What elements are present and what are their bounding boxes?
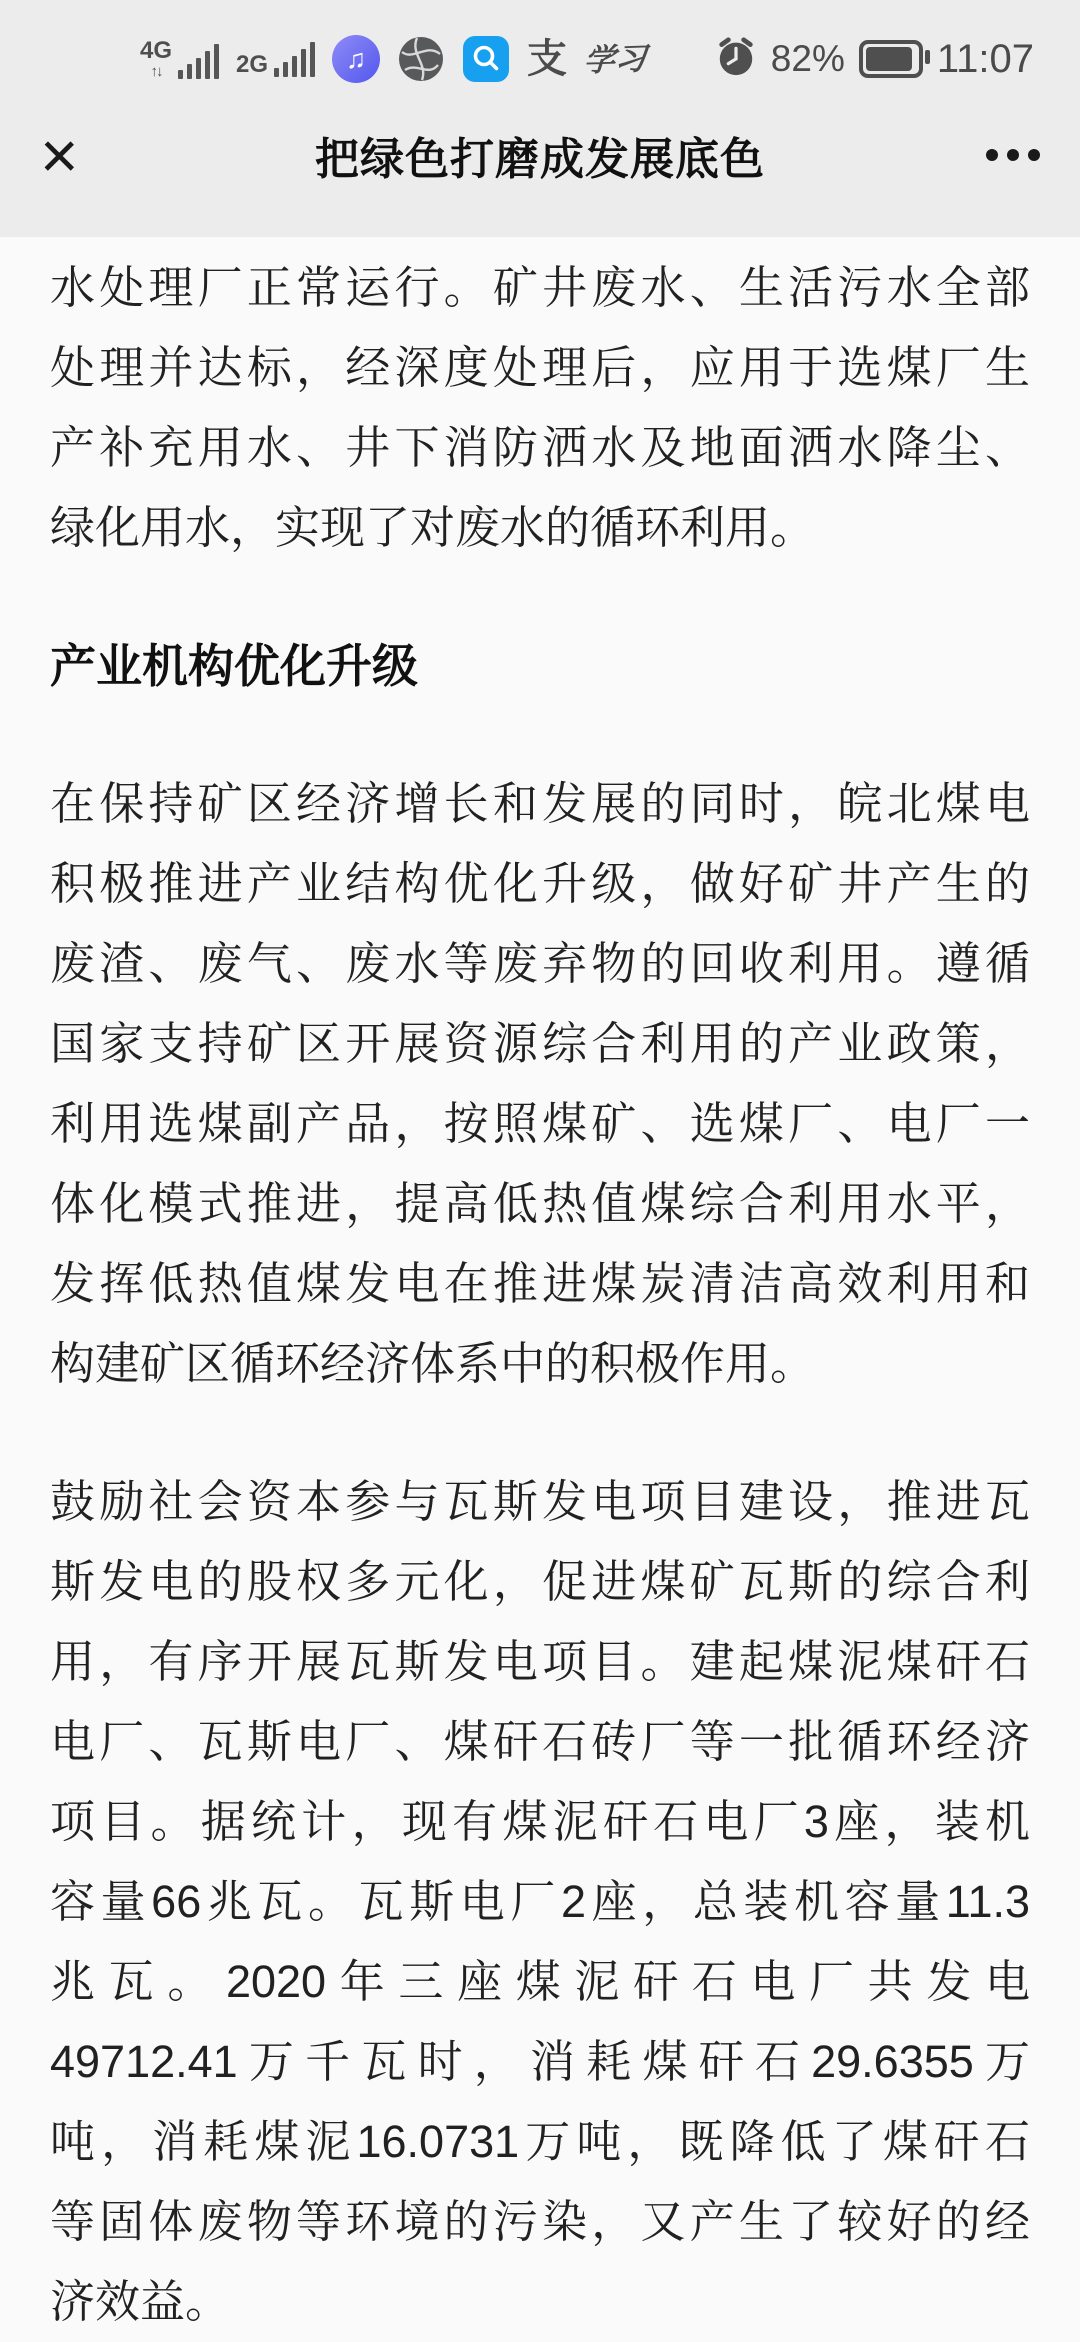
article-line: 水处理厂正常运行。矿井废水、生活污水全部 — [50, 262, 1030, 313]
status-bar-right — [715, 36, 1034, 83]
article-line: 项目。据统计，现有煤泥矸石电厂3座，装机 — [50, 1796, 1030, 1847]
close-button[interactable]: × — [40, 118, 79, 192]
page-title: 把绿色打磨成发展底色 — [315, 135, 765, 184]
article-line: 49712.41万千瓦时，消耗煤矸石29.6355万 — [50, 2036, 1030, 2087]
search-app-icon — [462, 35, 510, 83]
globe-app-icon — [397, 35, 445, 83]
article-line: 等固体废物等环境的污染，又产生了较好的经 — [50, 2196, 1030, 2247]
paragraph-1 — [50, 248, 1030, 568]
article-line: 构建矿区循环经济体系中的积极作用。 — [50, 1338, 816, 1389]
article-line: 废渣、废气、废水等废弃物的回收利用。遵循 — [50, 938, 1030, 989]
article-line: 鼓励社会资本参与瓦斯发电项目建设，推进瓦 — [50, 1476, 1030, 1527]
article-line: 济效益。 — [50, 2276, 231, 2327]
xuexi-app-icon: 学习 — [582, 40, 648, 78]
nav-bar — [0, 92, 1080, 218]
music-app-icon: ♫ — [332, 35, 380, 83]
battery-icon — [859, 40, 923, 78]
header-chrome — [0, 0, 1080, 237]
signal-sim1 — [140, 39, 219, 79]
article-line: 在保持矿区经济增长和发展的同时，皖北煤电 — [50, 778, 1030, 829]
data-arrows-icon: ↑↓ — [150, 63, 162, 80]
article-line: 吨，消耗煤泥16.0731万吨，既降低了煤矸石 — [50, 2116, 1030, 2167]
article-line: 兆瓦。2020年三座煤泥矸石电厂共发电 — [50, 1956, 1030, 2007]
paragraph-3 — [50, 1462, 1030, 2342]
sim2-network-label: 2G — [236, 51, 269, 78]
article-line: 用，有序开展瓦斯发电项目。建起煤泥煤矸石 — [50, 1636, 1030, 1687]
sim1-network-label: 4G — [140, 37, 173, 64]
article-line: 处理并达标，经深度处理后，应用于选煤厂生 — [50, 342, 1030, 393]
article-line: 斯发电的股权多元化，促进煤矿瓦斯的综合利 — [50, 1556, 1030, 1607]
alipay-icon: 支 — [527, 37, 568, 81]
article-line: 产补充用水、井下消防洒水及地面洒水降尘、 — [50, 422, 1030, 473]
article-line: 积极推进产业结构优化升级，做好矿井产生的 — [50, 858, 1030, 909]
signal-sim2 — [236, 41, 315, 77]
status-time: 11:07 — [936, 36, 1034, 81]
article-line: 绿化用水，实现了对废水的循环利用。 — [50, 502, 816, 553]
alarm-clock-icon — [715, 36, 757, 83]
signal-bars-icon — [274, 41, 315, 77]
article-scroll-area[interactable] — [0, 237, 1080, 2342]
status-bar-left — [140, 35, 646, 83]
section-heading: 产业机构优化升级 — [50, 640, 418, 692]
status-bar — [0, 0, 1080, 92]
battery-percent: 82% — [770, 38, 845, 79]
article-line: 利用选煤副产品，按照煤矿、选煤厂、电厂一 — [50, 1098, 1030, 1149]
article-line: 电厂、瓦斯电厂、煤矸石砖厂等一批循环经济 — [50, 1716, 1030, 1767]
article-line: 国家支持矿区开展资源综合利用的产业政策， — [50, 1018, 1030, 1069]
more-menu-button[interactable] — [970, 149, 1040, 161]
article-line: 发挥低热值煤发电在推进煤炭清洁高效利用和 — [50, 1258, 1030, 1309]
article-line: 体化模式推进，提高低热值煤综合利用水平， — [50, 1178, 1030, 1229]
signal-bars-icon — [178, 43, 219, 79]
paragraph-2 — [50, 764, 1030, 1404]
article-line: 容量66兆瓦。瓦斯电厂2座，总装机容量11.3 — [50, 1876, 1030, 1927]
